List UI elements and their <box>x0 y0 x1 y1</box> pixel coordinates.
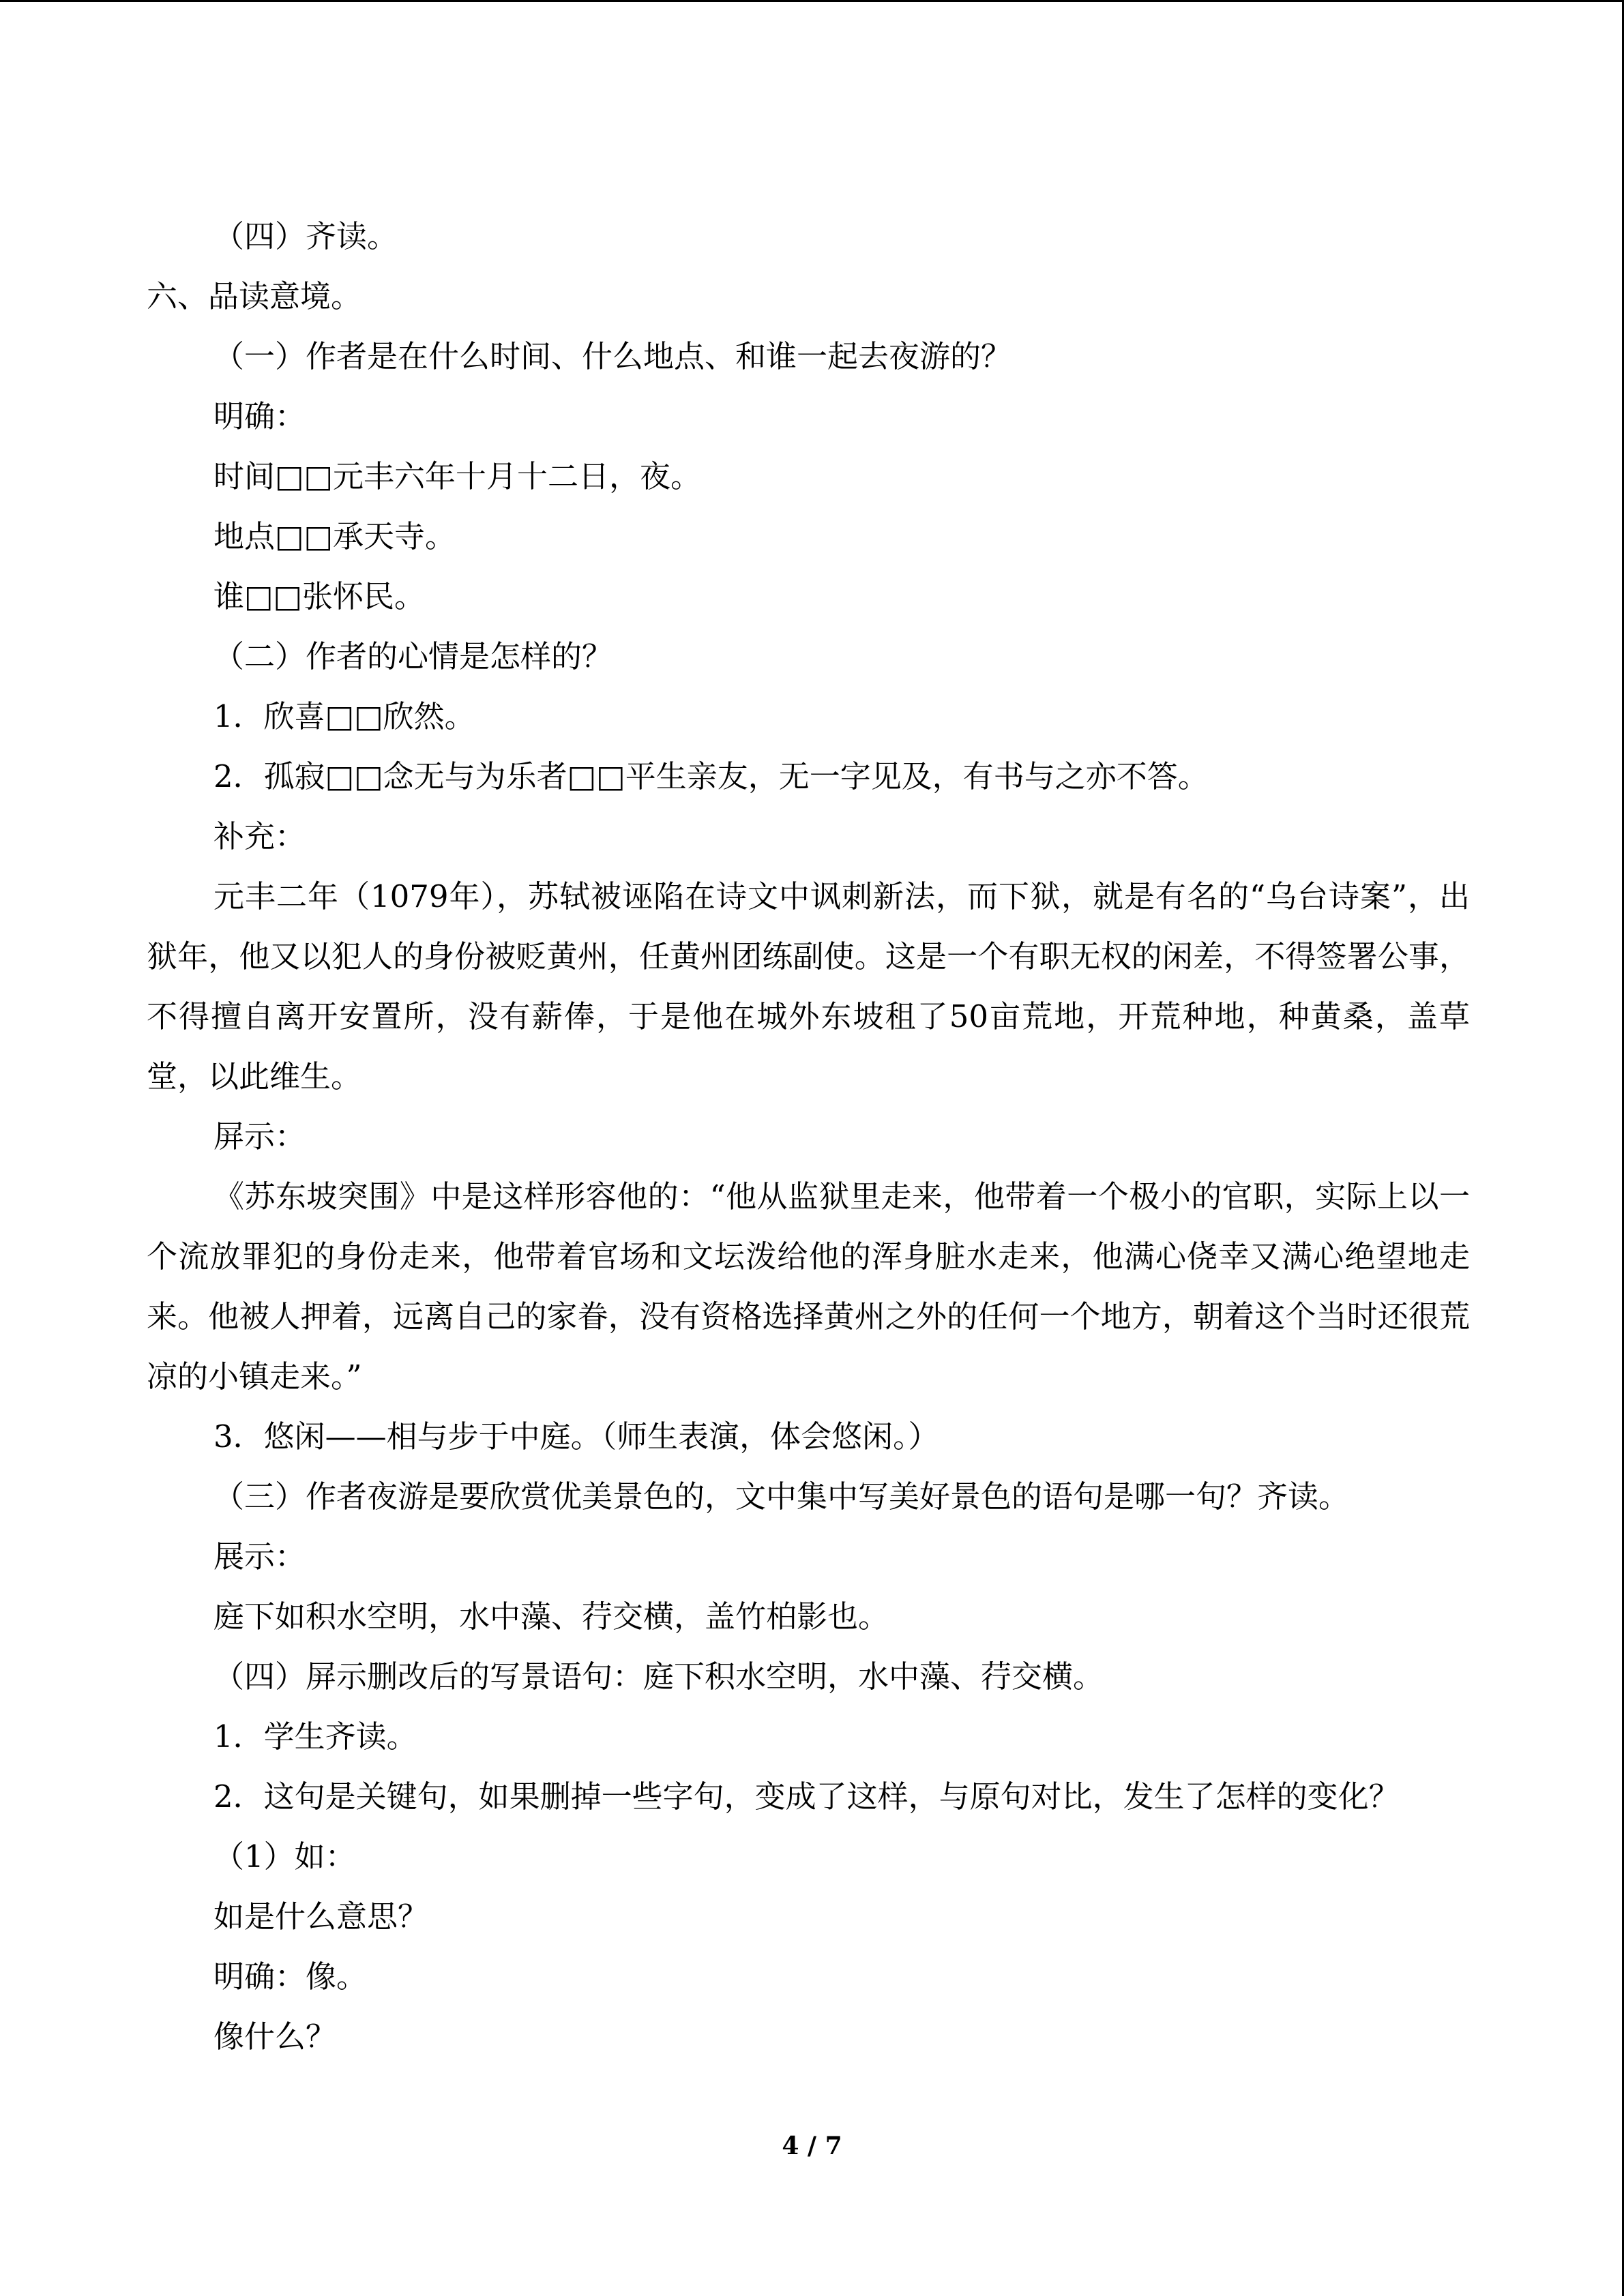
body-paragraph: 《苏东坡突围》中是这样形容他的：“他从监狱里走来，他带着一个极小的官职，实际上以一个流放罪犯的身份走来，他带着官场和文坛泼给他的浑身脏水走来，他满心侥幸又满心绝望地走来。他被人押着，远离自己的家眷，没有资格选择黄州之外的任何一个地方，朝着这个当时还很荒凉的小镇走来。” <box>147 1178 1470 1395</box>
body-line: 补充： <box>213 818 306 854</box>
body-line: （1）如： <box>213 1838 356 1875</box>
body-line: （三）作者夜游是要欣赏优美景色的，文中集中写美好景色的语句是哪一句？齐读。 <box>213 1478 1350 1515</box>
page-number: 4 / 7 <box>782 2132 842 2160</box>
body-line: 2．孤寂□□念无与为乐者□□平生亲友，无一字见及，有书与之亦不答。 <box>213 758 1209 794</box>
body-line: 展示： <box>213 1538 306 1575</box>
body-paragraph: 元丰二年（1079年），苏轼被诬陷在诗文中讽刺新法，而下狱，就是有名的“乌台诗案”，出狱年，他又以犯人的身份被贬黄州，任黄州团练副使。这是一个有职无权的闲差，不得签署公事，不得擅自离开安置所，没有薪俸，于是他在城外东坡租了50亩荒地，开荒种地，种黄桑，盖草堂，以此维生。 <box>147 878 1470 1094</box>
document-body <box>147 207 1470 2067</box>
body-line: （四）齐读。 <box>213 218 398 254</box>
body-line: 地点□□承天寺。 <box>213 518 456 554</box>
body-line: 谁□□张怀民。 <box>213 578 426 614</box>
body-line: 庭下如积水空明，水中藻、荇交横，盖竹柏影也。 <box>213 1598 889 1635</box>
body-line: 1．学生齐读。 <box>213 1718 417 1755</box>
body-line: 明确：像。 <box>213 1958 368 1995</box>
body-line: 如是什么意思？ <box>213 1898 429 1935</box>
body-line: 明确： <box>213 398 306 434</box>
body-line: 2．这句是关键句，如果删掉一些字句，变成了这样，与原句对比，发生了怎样的变化？ <box>213 1778 1400 1815</box>
body-line: （一）作者是在什么时间、什么地点、和谁一起去夜游的？ <box>213 338 1012 374</box>
section-heading: 六、品读意境。 <box>147 278 362 314</box>
body-line: 屏示： <box>213 1118 306 1154</box>
body-line: 3．悠闲——相与步于中庭。（师生表演，体会悠闲。） <box>213 1418 939 1455</box>
body-line: （二）作者的心情是怎样的？ <box>213 638 613 674</box>
body-line: （四）屏示删改后的写景语句：庭下积水空明，水中藻、荇交横。 <box>213 1658 1104 1695</box>
body-line: 时间□□元丰六年十月十二日，夜。 <box>213 458 702 494</box>
body-line: 像什么？ <box>213 2018 337 2055</box>
body-line: 1．欣喜□□欣然。 <box>213 698 475 734</box>
